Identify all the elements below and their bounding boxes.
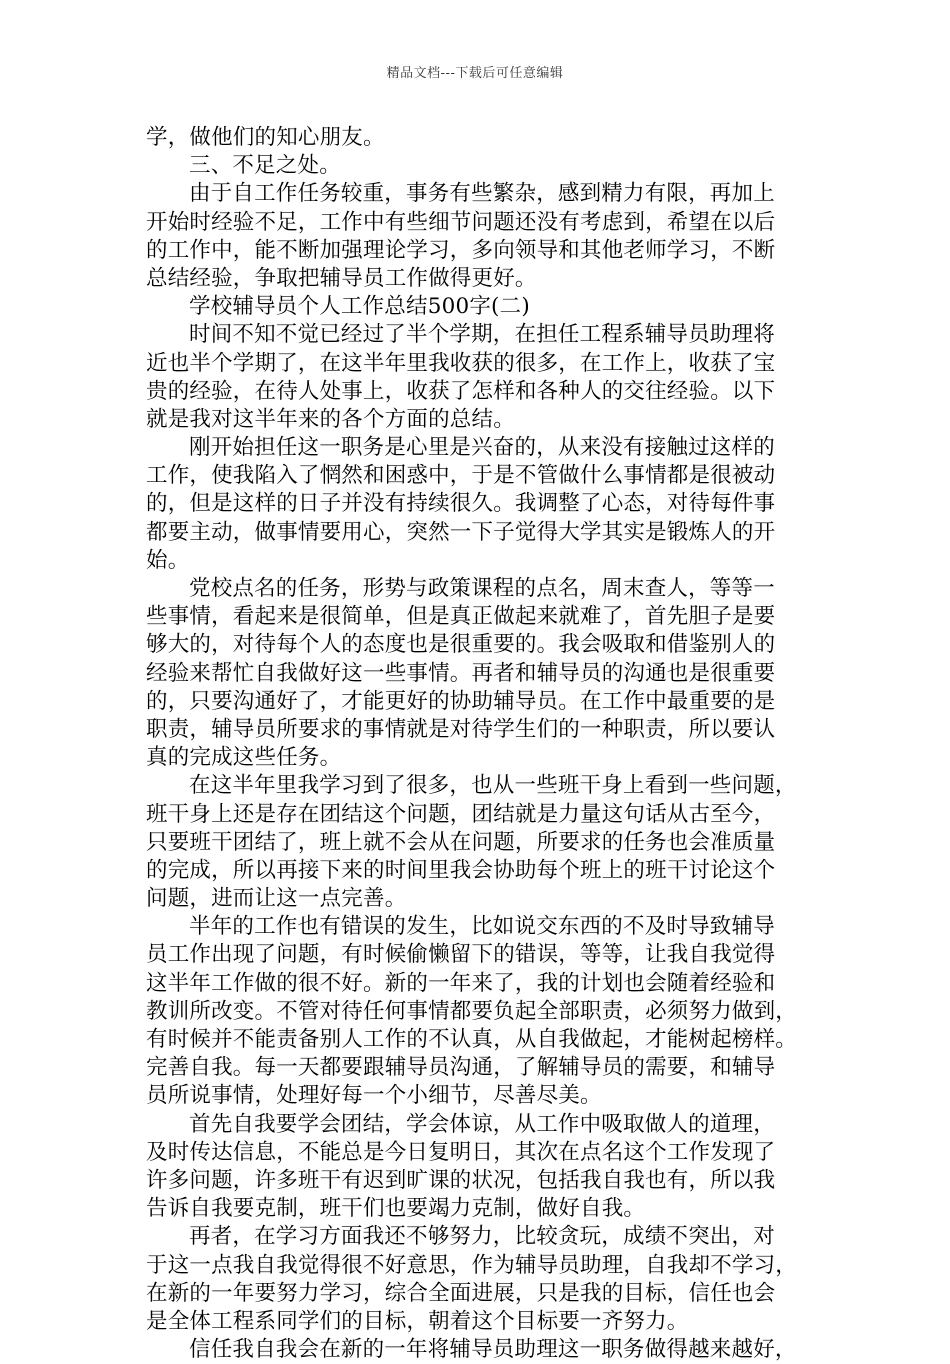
text-line: 班干身上还是存在团结这个问题，团结就是力量这句话从古至今，: [146, 801, 776, 827]
text-line: 告诉自我要克制，班干们也要竭力克制，做好自我。: [146, 1196, 646, 1222]
text-line: 职责，辅导员所要求的事情就是对待学生们的一种职责，所以要认: [146, 716, 776, 742]
text-line: 在这半年里我学习到了很多，也从一些班干身上看到一些问题，: [189, 773, 797, 799]
text-line: 员所说事情，处理好每一个小细节，尽善尽美。: [146, 1083, 602, 1109]
text-line: 再者，在学习方面我还不够努力，比较贪玩，成绩不突出，对: [189, 1224, 775, 1250]
text-line: 刚开始担任这一职务是心里是兴奋的，从来没有接触过这样的: [189, 435, 775, 461]
text-line: 时间不知不觉已经过了半个学期，在担任工程系辅导员助理将: [189, 322, 775, 348]
text-line: 这半年工作做的很不好。新的一年来了，我的计划也会随着经验和: [146, 970, 776, 996]
text-line: 许多问题，许多班干有迟到旷课的状况，包括我自我也有，所以我: [146, 1167, 776, 1193]
text-line: 首先自我要学会团结，学会体谅，从工作中吸取做人的道理，: [189, 1111, 775, 1137]
text-line: 是全体工程系同学们的目标，朝着这个目标要一齐努力。: [146, 1308, 689, 1334]
text-line: 及时传达信息，不能总是今日复明日，其次在点名这个工作发现了: [146, 1139, 776, 1165]
text-line: 问题，进而让这一点完善。: [146, 886, 407, 912]
text-line: 教训所改变。不管对待任何事情都要负起全部职责，必须努力做到，: [146, 998, 798, 1024]
text-line: 开始时经验不足，工作中有些细节问题还没有考虑到，希望在以后: [146, 209, 776, 235]
document-body: [146, 124, 810, 1364]
text-line: 只要班干团结了，班上就不会从在问题，所要求的任务也会准质量: [146, 829, 776, 855]
text-line: 半年的工作也有错误的发生，比如说交东西的不及时导致辅导: [189, 914, 775, 940]
text-line: 的，只要沟通好了，才能更好的协助辅导员。在工作中最重要的是: [146, 688, 776, 714]
text-line: 就是我对这半年来的各个方面的总结。: [146, 406, 515, 432]
text-line: 都要主动，做事情要用心，突然一下子觉得大学其实是锻炼人的开: [146, 519, 776, 545]
text-line: 学，做他们的知心朋友。: [146, 125, 385, 150]
text-line: 够大的，对待每个人的态度也是很重要的。我会吸取和借鉴别人的: [146, 632, 776, 658]
text-line: 由于自工作任务较重，事务有些繁杂，感到精力有限，再加上: [189, 181, 775, 207]
text-line: 学校辅导员个人工作总结500字(二): [189, 294, 530, 320]
text-line: 三、不足之处。: [189, 153, 341, 179]
text-line: 始。: [146, 547, 190, 573]
text-line: 于这一点我自我觉得很不好意思，作为辅导员助理，自我却不学习，: [146, 1252, 798, 1278]
text-line: 贵的经验，在待人处事上，收获了怎样和各种人的交往经验。以下: [146, 378, 776, 404]
text-line: 真的完成这些任务。: [146, 745, 342, 771]
text-line: 总结经验，争取把辅导员工作做得更好。: [146, 265, 537, 291]
text-line: 的工作中，能不断加强理论学习，多向领导和其他老师学习，不断: [146, 237, 776, 263]
text-line: 经验来帮忙自我做好这一些事情。再者和辅导员的沟通也是很重要: [146, 660, 776, 686]
text-line: 信任我自我会在新的一年将辅导员助理这一职务做得越来越好，: [189, 1337, 797, 1363]
text-line: 近也半个学期了，在这半年里我收获的很多，在工作上，收获了宝: [146, 350, 776, 376]
text-line: 些事情，看起来是很简单，但是真正做起来就难了，首先胆子是要: [146, 604, 776, 630]
text-line: 的完成，所以再接下来的时间里我会协助每个班上的班干讨论这个: [146, 857, 776, 883]
text-line: 在新的一年要努力学习，综合全面进展，只是我的目标，信任也会: [146, 1280, 776, 1306]
page-header: 精品文档---下载后可任意编辑: [386, 66, 564, 81]
text-line: 的，但是这样的日子并没有持续很久。我调整了心态，对待每件事: [146, 491, 776, 517]
text-line: 工作，使我陷入了惘然和困惑中，于是不管做什么事情都是很被动: [146, 463, 776, 489]
text-line: 员工作出现了问题，有时候偷懒留下的错误，等等，让我自我觉得: [146, 942, 776, 968]
text-line: 党校点名的任务，形势与政策课程的点名，周末查人，等等一: [189, 576, 775, 601]
text-line: 完善自我。每一天都要跟辅导员沟通，了解辅导员的需要，和辅导: [146, 1055, 776, 1081]
text-line: 有时候并不能责备别人工作的不认真，从自我做起，才能树起榜样。: [146, 1027, 798, 1052]
